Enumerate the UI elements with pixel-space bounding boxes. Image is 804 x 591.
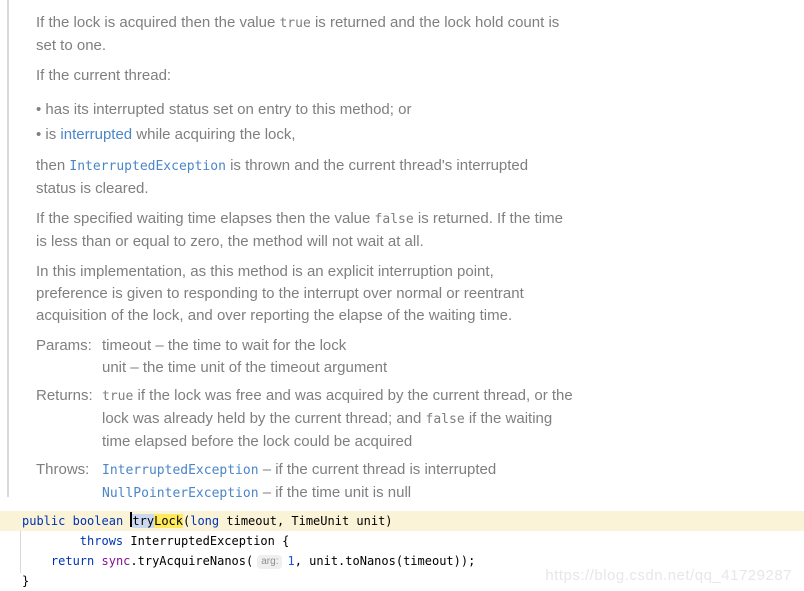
plain-text: is returned and the lock hold count is <box>310 14 560 31</box>
returns-section <box>36 385 696 453</box>
plain-text: – if the time unit is null <box>258 484 412 501</box>
doc-bullet-list <box>36 97 696 147</box>
plain-text: time elapsed before the lock could be acquired <box>102 433 413 450</box>
field-text: sync <box>101 554 131 568</box>
null-pointer-exception-link[interactable]: NullPointerException <box>102 486 259 501</box>
doc-sections <box>36 335 696 505</box>
plain-text: acquisition of the lock, and over reporting the elapse of the waiting time. <box>36 307 513 324</box>
plain-text: status is cleared. <box>36 180 149 197</box>
plain-text <box>65 514 72 528</box>
code-text: false <box>425 412 465 427</box>
kw-text: return <box>50 554 95 568</box>
doc-paragraph-waiting-time <box>36 208 696 253</box>
plain-text: then <box>36 157 70 174</box>
arg-inlay-hint: arg: <box>257 555 282 569</box>
interrupted-exception-link[interactable]: InterruptedException <box>69 159 226 174</box>
plain-text: • has its interrupted status set on entry to this method; or <box>36 101 412 118</box>
returns-content <box>102 385 696 453</box>
plain-text: timeout, TimeUnit unit) <box>219 514 393 528</box>
plain-text: timeout – the time to wait for the lock <box>102 337 347 354</box>
code-text: true <box>279 16 311 31</box>
plain-text: is thrown and the current thread's interrupted <box>225 157 529 174</box>
params-label: Params: <box>36 337 92 354</box>
throws-label: Throws: <box>36 461 90 478</box>
plain-text <box>22 554 51 568</box>
interrupted-exception-link[interactable]: InterruptedException <box>102 463 259 478</box>
indent-guide-line <box>20 531 21 573</box>
plain-text: lock was already held by the current thread; and <box>102 410 426 427</box>
plain-text: If the current thread: <box>36 67 172 84</box>
search-match-highlight: Lock <box>154 514 183 528</box>
plain-text: ( <box>183 514 191 528</box>
plain-text: set to one. <box>36 37 107 54</box>
throws-null-pointer-exception <box>102 482 696 505</box>
plain-text: .tryAcquireNanos( <box>130 554 254 568</box>
code-text: true <box>102 389 134 404</box>
params-content <box>102 335 696 379</box>
throws-content <box>102 459 696 505</box>
plain-text: InterruptedException { <box>123 534 290 548</box>
kw-text: boolean <box>72 514 124 528</box>
doc-paragraph-lock-acquired <box>36 12 696 57</box>
plain-text: if the lock was free and was acquired by the current thread, or the <box>133 387 573 404</box>
plain-text: In this implementation, as this method is an explicit interruption point, <box>36 263 494 280</box>
kw-text: long <box>190 514 220 528</box>
kw-text: throws <box>79 534 124 548</box>
doc-bullet-interrupted-status <box>36 97 696 122</box>
throws-interrupted-exception <box>102 459 696 482</box>
code-line-throws-clause[interactable] <box>0 531 804 551</box>
doc-panel-left-rule <box>7 0 9 497</box>
interrupted-link[interactable]: interrupted <box>60 126 133 143</box>
plain-text: , unit.toNanos(timeout)); <box>294 554 476 568</box>
param-timeout <box>102 335 696 357</box>
plain-text: is returned. If the time <box>413 210 563 227</box>
doc-paragraph-exception-thrown <box>36 155 696 200</box>
num-text: 1 <box>287 554 295 568</box>
doc-bullet-is-interrupted <box>36 122 696 147</box>
doc-paragraph-current-thread <box>36 65 696 87</box>
plain-text: – if the current thread is interrupted <box>258 461 497 478</box>
plain-text: while acquiring the lock, <box>132 126 296 143</box>
plain-text: } <box>22 574 30 588</box>
params-section <box>36 335 696 379</box>
code-line-method-signature[interactable] <box>0 511 804 531</box>
plain-text: unit – the time unit of the timeout argument <box>102 359 388 376</box>
plain-text: If the specified waiting time elapses then the value <box>36 210 375 227</box>
plain-text <box>22 534 80 548</box>
plain-text: • is <box>36 126 61 143</box>
plain-text: preference is given to responding to the interrupt over normal or reentrant <box>36 285 524 302</box>
plain-text: If the lock is acquired then the value <box>36 14 280 31</box>
code-text: false <box>374 212 414 227</box>
returns-label: Returns: <box>36 387 93 404</box>
kw-text: public <box>22 514 66 528</box>
plain-text: if the waiting <box>464 410 553 427</box>
plain-text <box>123 514 130 528</box>
plain-text: is less than or equal to zero, the method will not wait at all. <box>36 233 424 250</box>
doc-paragraph-implementation <box>36 261 696 327</box>
param-unit <box>102 357 696 379</box>
selection-highlight: try <box>132 514 155 528</box>
throws-section <box>36 459 696 505</box>
csdn-watermark: https://blog.csdn.net/qq_41729287 <box>545 567 792 584</box>
plain-text <box>94 554 101 568</box>
